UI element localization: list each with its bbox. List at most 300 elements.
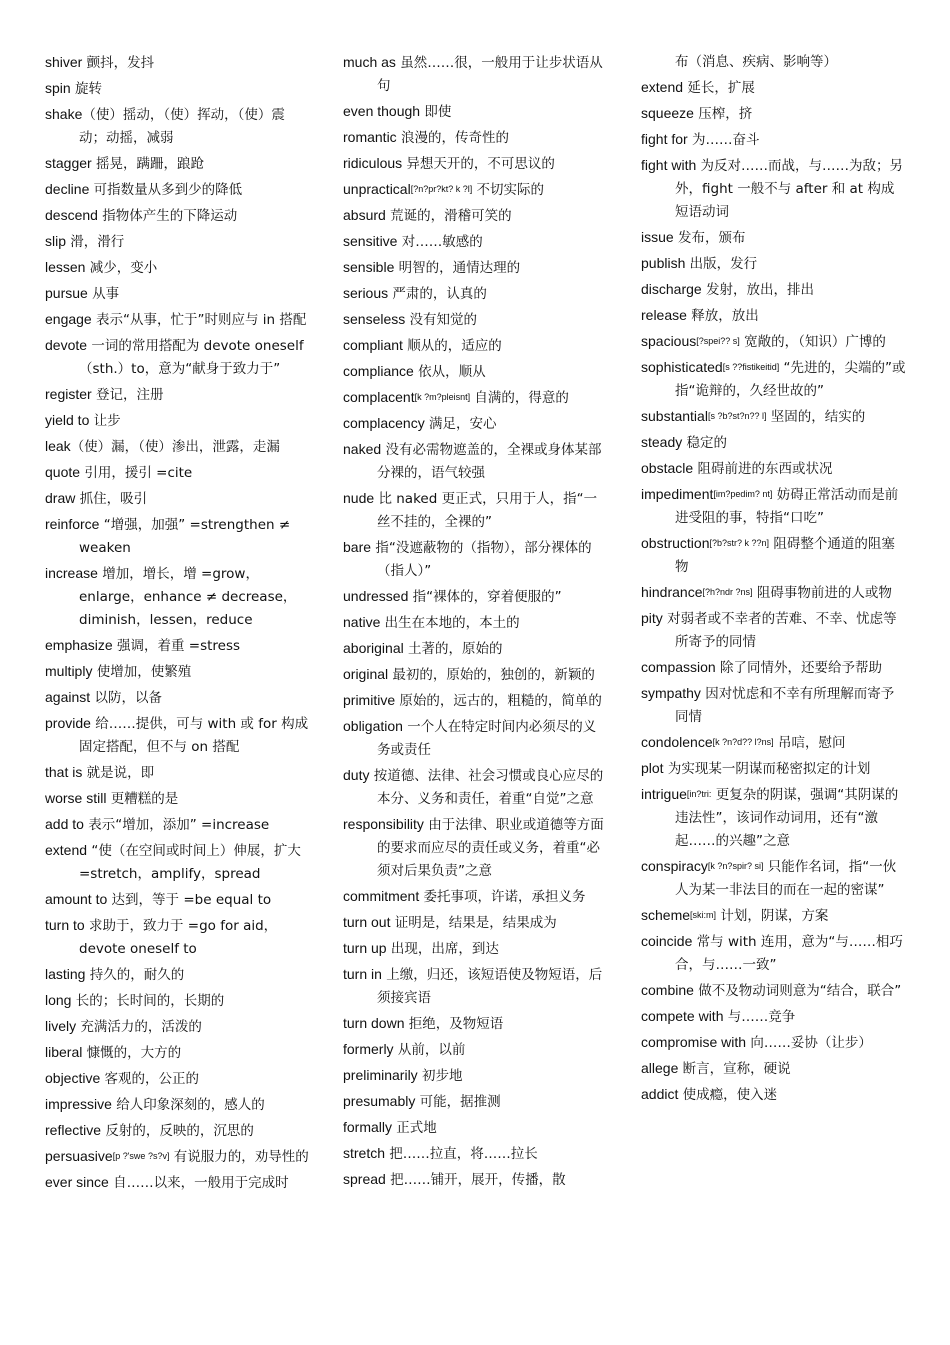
vocab-word: extend: [45, 842, 88, 858]
vocab-entry: [641, 1057, 907, 1081]
vocab-definition: 释放，放出: [686, 308, 759, 324]
vocab-entry: [45, 1119, 311, 1143]
vocab-word: descend: [45, 207, 98, 223]
vocab-entry: [343, 487, 609, 534]
vocab-entry: [45, 51, 311, 75]
vocab-word: fight with: [641, 157, 697, 173]
vocab-word: absurd: [343, 207, 386, 223]
vocab-definition: 初步地: [417, 1068, 463, 1084]
vocab-definition: 滑，滑行: [66, 234, 125, 250]
vocab-word: ever since: [45, 1174, 109, 1190]
vocab-entry: [343, 585, 609, 609]
vocab-word: sympathy: [641, 685, 701, 701]
vocab-word: add to: [45, 816, 84, 832]
vocab-word: sensitive: [343, 233, 398, 249]
vocab-entry: [641, 278, 907, 302]
vocab-word: that is: [45, 764, 83, 780]
vocab-entry: [641, 252, 907, 276]
vocab-word: ridiculous: [343, 155, 403, 171]
vocab-entry: [343, 536, 609, 583]
vocab-word: sensible: [343, 259, 395, 275]
vocab-word: bare: [343, 539, 372, 555]
vocab-definition: 严肃的，认真的: [388, 286, 487, 302]
vocab-entry: [343, 937, 609, 961]
vocab-definition: 明智的，通情达理的: [394, 260, 521, 276]
vocab-definition: 延长，扩展: [683, 80, 755, 96]
vocab-definition: 不切实际的: [472, 182, 545, 198]
vocab-definition: 妨碍正常活动而是前进受阻的事，特指“口吃”: [675, 487, 899, 526]
vocab-entry: [641, 783, 907, 853]
vocab-entry: [641, 102, 907, 126]
vocab-entry: [343, 334, 609, 358]
vocab-word: impressive: [45, 1096, 112, 1112]
vocab-entry: [343, 204, 609, 228]
vocab-definition: 指物体产生的下降运动: [97, 208, 238, 224]
vocab-phonetic: [k ?m?pleisnt]: [414, 392, 471, 402]
vocab-word: formerly: [343, 1041, 394, 1057]
vocab-word: compromise with: [641, 1034, 747, 1050]
vocab-definition: 出生在本地的，本土的: [380, 615, 520, 631]
vocab-definition: 更复杂的阴谋，强调“其阴谋的违法性”，该词作动词用，还有“激起……的兴趣”之意: [675, 787, 899, 849]
vocab-word: aboriginal: [343, 640, 404, 656]
vocab-entry: [45, 989, 311, 1013]
vocab-definition: 减少，变小: [85, 260, 158, 276]
vocab-entry: [45, 634, 311, 658]
vocab-definition: 抓住，吸引: [75, 491, 148, 507]
vocab-entry: [343, 715, 609, 762]
vocab-phonetic: [?n?pr?kt? k ?l]: [410, 184, 473, 194]
vocab-definition: 把……铺开，展开，传播，散: [385, 1172, 566, 1188]
vocab-definition: 求助于，致力于 =go for aid，devote oneself to: [79, 918, 278, 957]
vocab-definition: 指“裸体的，穿着便服的”: [408, 589, 562, 605]
vocab-definition: 使成瘾，使入迷: [678, 1087, 778, 1103]
vocab-definition: 有说服力的，劝导性的: [169, 1149, 309, 1165]
vocab-entry: [45, 963, 311, 987]
vocab-entry: [343, 689, 609, 713]
vocab-definition: 表示“增加，添加” =increase: [83, 817, 270, 833]
vocab-word: much as: [343, 54, 396, 70]
vocab-word: senseless: [343, 311, 406, 327]
vocab-word: discharge: [641, 281, 702, 297]
vocab-word: engage: [45, 311, 92, 327]
vocab-definition: 没有知觉的: [405, 312, 478, 328]
vocab-definition: 为……奋斗: [687, 132, 760, 148]
vocab-word: spread: [343, 1171, 386, 1187]
vocab-word: sophisticated: [641, 359, 723, 375]
vocab-word: responsibility: [343, 816, 424, 832]
vocab-word: obligation: [343, 718, 403, 734]
vocab-word: obstruction: [641, 535, 710, 551]
vocab-definition: 原始的，远古的，粗糙的，简单的: [395, 693, 602, 709]
vocab-entry: [343, 308, 609, 332]
vocab-entry: [343, 637, 609, 661]
vocab-definition: 客观的，公正的: [100, 1071, 200, 1087]
vocab-entry: [641, 154, 907, 224]
vocab-word: naked: [343, 441, 382, 457]
vocab-definition: 即使: [420, 104, 452, 120]
vocab-entry: [45, 1093, 311, 1117]
vocab-phonetic: [ski:m]: [690, 910, 717, 920]
vocab-entry: [641, 532, 907, 579]
vocab-entry: [641, 76, 907, 100]
vocab-definition: 比 naked 更正式，只用于人，指“一丝不挂的，全裸的”: [374, 491, 598, 530]
vocab-entry: [343, 911, 609, 935]
vocab-word: duty: [343, 767, 370, 783]
vocab-word: conspiracy: [641, 858, 708, 874]
vocab-word: primitive: [343, 692, 396, 708]
vocab-word: yield to: [45, 412, 90, 428]
vocab-entry: [343, 764, 609, 811]
vocab-entry: [343, 282, 609, 306]
vocab-entry: [45, 660, 311, 684]
vocab-entry: [343, 152, 609, 176]
vocab-definition: 旋转: [70, 81, 102, 97]
vocab-word: complacency: [343, 415, 425, 431]
vocab-word: objective: [45, 1070, 101, 1086]
vocab-word: obstacle: [641, 460, 694, 476]
vocab-entry: [45, 1067, 311, 1091]
vocab-entry: [45, 712, 311, 759]
vocab-definition: 可能，据推测: [415, 1094, 501, 1110]
vocab-entry: [45, 839, 311, 886]
vocab-word: extend: [641, 79, 684, 95]
vocab-phonetic: [in?tri:: [686, 789, 712, 799]
vocab-phonetic: [?spei?? s]: [696, 336, 740, 346]
vocab-entry: [45, 1171, 311, 1195]
vocab-entry: [343, 1142, 609, 1166]
vocab-entry: [45, 888, 311, 912]
vocab-definition: 由于法律、职业或道德等方面的要求而应尽的责任或义务，着重“必须对后果负责”之意: [377, 817, 604, 879]
vocab-definition: 就是说，即: [82, 765, 155, 781]
vocab-definition: 断言，宣称，硬说: [678, 1061, 791, 1077]
vocab-entry: [45, 562, 311, 632]
vocab-entry: [45, 383, 311, 407]
vocab-definition: 给……提供，可与 with 或 for 构成固定搭配，但不与 on 搭配: [79, 716, 309, 755]
vocab-definition: 更糟糕的是: [106, 791, 179, 807]
vocab-word: spacious: [641, 333, 697, 349]
vocab-word: draw: [45, 490, 76, 506]
vocab-entry: [45, 513, 311, 560]
vocab-word: condolence: [641, 734, 713, 750]
vocab-phonetic: [?h?ndr ?ns]: [702, 587, 753, 597]
vocab-word: shake: [45, 106, 83, 122]
vocab-word: steady: [641, 434, 683, 450]
vocab-word: leak: [45, 438, 71, 454]
vocab-definition: 使增加，使繁殖: [92, 664, 192, 680]
vocab-entry: [45, 282, 311, 306]
vocab-entry: [343, 51, 609, 98]
vocab-word: compliance: [343, 363, 414, 379]
vocab-definition: 为反对……而战，与……为敌；另外，fight 一般不与 after 和 at 构成短语动词: [675, 158, 904, 220]
vocab-entry: [641, 757, 907, 781]
vocab-word: pity: [641, 610, 663, 626]
vocab-word: stagger: [45, 155, 92, 171]
vocab-word: publish: [641, 255, 686, 271]
vocab-definition: 阻碍整个通道的阻塞物: [675, 536, 895, 575]
vocab-word: turn down: [343, 1015, 405, 1031]
vocab-word: impediment: [641, 486, 714, 502]
vocab-phonetic: [?b?str? k ??n]: [709, 538, 770, 548]
vocab-entry: [45, 686, 311, 710]
vocab-word: against: [45, 689, 91, 705]
vocab-entry: [343, 230, 609, 254]
vocab-word: even though: [343, 103, 421, 119]
vocab-definition: 坚固的，结实的: [766, 409, 866, 425]
vocab-definition: 压榨，挤: [693, 106, 753, 122]
vocab-word: compliant: [343, 337, 403, 353]
vocab-entry: [641, 483, 907, 530]
vocab-entry: [45, 487, 311, 511]
vocab-definition: 持久的，耐久的: [85, 967, 185, 983]
vocab-word: provide: [45, 715, 91, 731]
vocab-definition: 土著的，原始的: [403, 641, 503, 657]
vocab-entry: [343, 1038, 609, 1062]
vocab-entry: [45, 152, 311, 176]
vocab-entry: [343, 1168, 609, 1192]
vocab-entry: [45, 435, 311, 459]
vocab-definition: 自满的，得意的: [470, 390, 569, 406]
vocab-definition: 正式地: [392, 1120, 437, 1136]
vocab-entry: [641, 607, 907, 654]
vocab-word: turn out: [343, 914, 391, 930]
vocab-word: increase: [45, 565, 98, 581]
vocab-entry: [45, 409, 311, 433]
vocab-entry: [45, 256, 311, 280]
vocab-word: presumably: [343, 1093, 416, 1109]
vocab-definition: 依从，顺从: [413, 364, 486, 380]
vocab-word: stretch: [343, 1145, 386, 1161]
vocab-definition: （使）摇动，（使）挥动，（使）震动；动摇，减弱: [79, 107, 285, 146]
vocab-definition: 充满活力的，活泼的: [76, 1019, 202, 1035]
vocab-definition: 慷慨的，大方的: [82, 1045, 182, 1061]
vocab-entry: [343, 1064, 609, 1088]
vocab-word: compete with: [641, 1008, 724, 1024]
vocab-definition: 浪漫的，传奇性的: [396, 130, 509, 146]
vocab-word: lively: [45, 1018, 77, 1034]
vocab-entry: [641, 731, 907, 755]
vocab-definition: 反射的，反映的，沉思的: [101, 1123, 254, 1139]
vocab-word: serious: [343, 285, 389, 301]
vocab-word: complacent: [343, 389, 415, 405]
vocab-word: unpractical: [343, 181, 411, 197]
vocab-definition: 发布，颁布: [673, 230, 746, 246]
vocab-word: plot: [641, 760, 664, 776]
vocab-definition: 摇晃，蹒跚，踉跄: [91, 156, 204, 172]
vocab-word: native: [343, 614, 381, 630]
vocab-entry: [45, 334, 311, 381]
vocab-entry: [45, 1145, 311, 1169]
vocab-entry: [45, 230, 311, 254]
vocab-word: formally: [343, 1119, 393, 1135]
vocab-entry: [641, 904, 907, 928]
vocab-entry: [45, 1041, 311, 1065]
vocab-definition: 布（消息、疾病、影响等）: [675, 54, 837, 70]
vocab-word: long: [45, 992, 72, 1008]
vocab-definition: 达到，等于 =be equal to: [107, 892, 272, 908]
vocab-entry: [641, 356, 907, 403]
vocab-entry-continuation: [641, 51, 907, 74]
vocab-definition: “使（在空间或时间上）伸展，扩大 =stretch，amplify，spread: [79, 843, 301, 882]
vocab-entry: [641, 581, 907, 605]
vocab-word: original: [343, 666, 389, 682]
vocab-definition: 证明是，结果是，结果成为: [390, 915, 557, 931]
vocab-definition: 登记，注册: [91, 387, 164, 403]
vocab-word: turn in: [343, 966, 382, 982]
vocab-word: addict: [641, 1086, 679, 1102]
vocab-definition: 可指数量从多到少的降低: [89, 182, 243, 198]
vocab-word: turn up: [343, 940, 387, 956]
vocab-definition: 颤抖，发抖: [82, 55, 155, 71]
vocab-definition: 没有必需物遮盖的，全裸或身体某部分裸的，语气较强: [377, 442, 602, 481]
vocab-entry: [45, 813, 311, 837]
vocab-column-2: [343, 51, 609, 1194]
vocab-entry: [641, 1083, 907, 1107]
vocab-word: commitment: [343, 888, 420, 904]
vocab-definition: 对……敏感的: [397, 234, 483, 250]
vocab-word: allege: [641, 1060, 679, 1076]
vocab-definition: 出版，发行: [685, 256, 758, 272]
vocab-entry: [641, 304, 907, 328]
vocab-entry: [45, 761, 311, 785]
vocab-entry: [343, 256, 609, 280]
vocab-word: liberal: [45, 1044, 83, 1060]
vocab-definition: 宽敞的，（知识）广博的: [739, 334, 886, 350]
vocab-entry: [45, 914, 311, 961]
vocab-entry: [343, 386, 609, 410]
vocab-entry: [343, 611, 609, 635]
vocab-entry: [641, 128, 907, 152]
vocab-entry: [45, 178, 311, 202]
vocab-definition: 以防，以备: [90, 690, 162, 706]
vocab-word: pursue: [45, 285, 88, 301]
vocab-entry: [45, 103, 311, 150]
vocab-definition: 顺从的，适应的: [402, 338, 502, 354]
vocab-entry: [343, 178, 609, 202]
vocab-definition: 表示“从事，忙于”时则应与 in 搭配: [91, 312, 307, 328]
vocab-definition: 强调，着重 =stress: [112, 638, 241, 654]
vocab-entry: [45, 77, 311, 101]
vocab-phonetic: [k ?n?spir? si]: [707, 861, 764, 871]
vocab-entry: [641, 682, 907, 729]
vocab-word: coincide: [641, 933, 693, 949]
vocab-entry: [641, 226, 907, 250]
vocab-definition: 对弱者或不幸者的苦难、不幸、忧虑等所寄予的同情: [662, 611, 897, 650]
vocab-definition: 荒诞的，滑稽可笑的: [385, 208, 512, 224]
vocab-word: amount to: [45, 891, 108, 907]
vocab-definition: 从前，以前: [393, 1042, 466, 1058]
vocab-definition: 吊唁，慰问: [773, 735, 846, 751]
vocab-entry: [45, 461, 311, 485]
vocab-definition: 增加，增长，增 =grow，enlarge，enhance ≠ decrease，diminish，lessen，reduce: [79, 566, 297, 628]
vocab-word: devote: [45, 337, 88, 353]
vocab-phonetic: [s ??fistikeitid]: [722, 362, 780, 372]
vocab-definition: （使）漏，（使）渗出，泄露，走漏: [70, 439, 280, 455]
vocab-phonetic: [im?pedim? nt]: [713, 489, 773, 499]
vocab-entry: [641, 405, 907, 429]
vocab-word: shiver: [45, 54, 83, 70]
vocab-definition: 向……妥协（让步）: [746, 1035, 872, 1051]
vocab-word: lasting: [45, 966, 86, 982]
vocab-entry: [343, 1012, 609, 1036]
vocab-word: spin: [45, 80, 71, 96]
vocab-column-3: [641, 51, 907, 1109]
vocab-definition: 上缴，归还，该短语使及物短语，后须接宾语: [377, 967, 603, 1006]
vocab-word: emphasize: [45, 637, 113, 653]
vocab-word: scheme: [641, 907, 691, 923]
vocab-entry: [45, 204, 311, 228]
vocab-entry: [641, 431, 907, 455]
vocab-definition: 计划，阴谋，方案: [716, 908, 829, 924]
vocab-definition: 把……拉直，将……拉长: [385, 1146, 538, 1162]
vocab-word: multiply: [45, 663, 93, 679]
vocab-entry: [343, 438, 609, 485]
vocab-word: intrigue: [641, 786, 687, 802]
vocab-word: slip: [45, 233, 67, 249]
vocab-word: persuasive: [45, 1148, 113, 1164]
vocab-entry: [641, 1031, 907, 1055]
vocab-definition: 按道德、法律、社会习惯或良心应尽的本分、义务和责任，着重“自觉”之意: [369, 768, 604, 807]
vocab-entry: [641, 930, 907, 977]
vocab-entry: [641, 979, 907, 1003]
vocab-definition: 长的；长时间的，长期的: [71, 993, 225, 1009]
vocab-word: compassion: [641, 659, 716, 675]
vocab-definition: 为实现某一阴谋而秘密拟定的计划: [663, 761, 871, 777]
vocab-definition: 一词的常用搭配为 devote oneself（sth.）to，意为“献身于致力于”: [79, 338, 304, 377]
vocab-word: preliminarily: [343, 1067, 418, 1083]
vocab-word: release: [641, 307, 687, 323]
vocab-definition: 因对忧虑和不幸有所理解而寄予同情: [675, 686, 895, 725]
vocab-phonetic: [k ?n?d?? l?ns]: [712, 737, 774, 747]
vocab-entry: [343, 1116, 609, 1140]
vocab-definition: 引用，援引 =cite: [80, 465, 193, 481]
vocab-definition: 做不及物动词则意为“结合，联合”: [693, 983, 902, 999]
vocab-definition: 给人印象深刻的，感人的: [111, 1097, 265, 1113]
vocab-definition: 最初的，原始的，独创的，新颖的: [388, 667, 595, 683]
vocab-word: worse still: [45, 790, 107, 806]
vocab-word: combine: [641, 982, 694, 998]
vocab-word: lessen: [45, 259, 86, 275]
vocab-definition: 满足，安心: [424, 416, 497, 432]
vocab-definition: 虽然……很，一般用于让步状语从句: [377, 55, 603, 94]
vocab-definition: “先进的，尖端的”或指“诡辩的，久经世故的”: [675, 360, 906, 399]
vocab-entry: [641, 330, 907, 354]
vocab-definition: 发射，放出，排出: [701, 282, 814, 298]
vocab-entry: [45, 1015, 311, 1039]
vocab-word: romantic: [343, 129, 397, 145]
vocab-word: fight for: [641, 131, 688, 147]
vocab-definition: 除了同情外，还要给予帮助: [715, 660, 882, 676]
vocab-word: register: [45, 386, 92, 402]
vocab-entry: [343, 963, 609, 1010]
vocab-definition: 常与 with 连用，意为“与……相巧合，与……一致”: [675, 934, 903, 973]
vocab-definition: 委托事项，许诺，承担义务: [419, 889, 586, 905]
vocab-definition: 异想天开的，不可思议的: [402, 156, 555, 172]
vocab-entry: [641, 1005, 907, 1029]
vocab-definition: 阻碍前进的东西或状况: [693, 461, 833, 477]
vocab-entry: [343, 885, 609, 909]
vocab-column-1: [45, 51, 311, 1197]
vocab-entry: [343, 1090, 609, 1114]
vocab-definition: 指“没遮蔽物的（指物），部分裸体的（指人）”: [371, 540, 592, 579]
vocab-entry: [641, 855, 907, 902]
vocab-entry: [343, 412, 609, 436]
vocab-word: squeeze: [641, 105, 694, 121]
vocab-definition: 与……竞争: [723, 1009, 796, 1025]
vocab-word: nude: [343, 490, 375, 506]
vocab-entry: [343, 813, 609, 883]
vocab-definition: 出现，出席，到达: [386, 941, 499, 957]
vocab-definition: 让步: [89, 413, 121, 429]
